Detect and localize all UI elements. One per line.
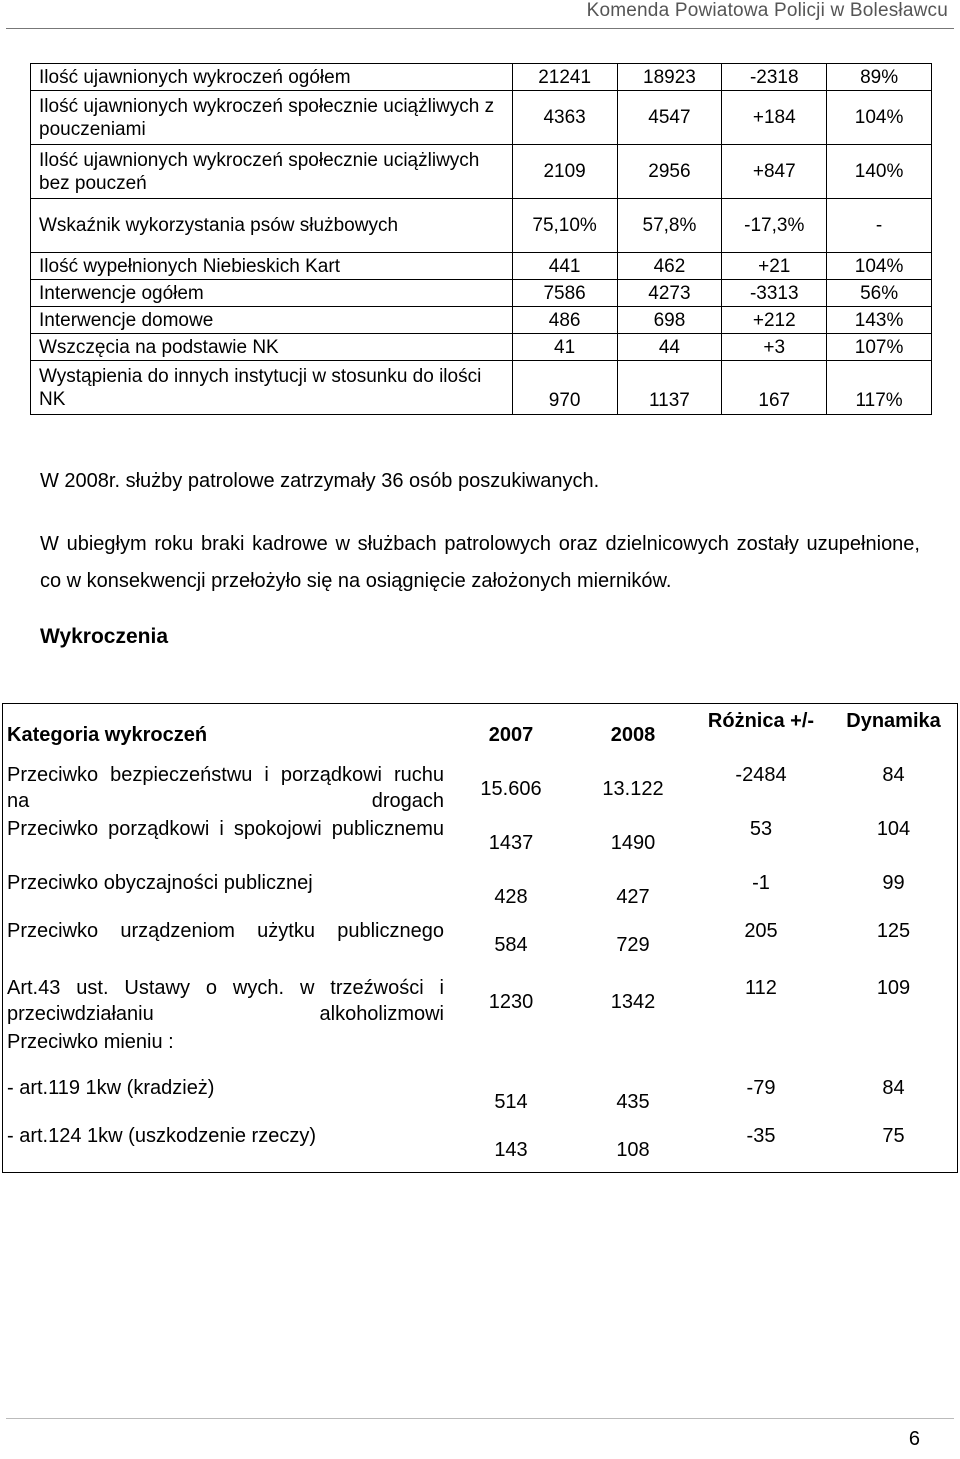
value-2008: 698: [617, 307, 722, 334]
value-2007: 486: [512, 307, 617, 334]
value-2007: 441: [512, 253, 617, 280]
value-dynamics: [830, 1029, 958, 1075]
value-2008: 462: [617, 253, 722, 280]
value-diff: +3: [722, 334, 827, 361]
table-row: [31, 145, 932, 199]
value-diff: +184: [722, 91, 827, 145]
paragraph-detentions: W 2008r. służby patrolowe zatrzymały 36 osób poszukiwanych.: [40, 470, 600, 492]
category-label: Przeciwko urządzeniom użytku publicznego: [7, 919, 444, 942]
table-row: [31, 334, 932, 361]
value-diff: -2318: [722, 64, 827, 91]
value-dynamics: 89%: [827, 64, 932, 91]
value-2008: 108: [616, 1138, 650, 1161]
value-2007: 2109: [512, 145, 617, 199]
value-diff: -17,3%: [722, 199, 827, 253]
table-row: [3, 1123, 958, 1173]
table-row: [3, 975, 958, 1029]
table-row: [31, 253, 932, 280]
table-row: [31, 64, 932, 91]
category-label: - art.124 1kw (uszkodzenie rzeczy): [7, 1124, 317, 1147]
table-row: [3, 870, 958, 918]
row-label: Ilość ujawnionych wykroczeń ogółem: [31, 64, 513, 91]
value-difference: -2484: [735, 763, 787, 786]
value-2008: 13.122: [602, 777, 664, 800]
value-difference: 205: [744, 919, 778, 942]
value-2007: 970: [512, 361, 617, 415]
table-row: [31, 199, 932, 253]
value-2008: 1342: [610, 990, 656, 1013]
value-2007: 7586: [512, 280, 617, 307]
value-difference: -35: [746, 1124, 776, 1147]
value-difference: [692, 1029, 830, 1075]
value-2007: 428: [494, 885, 528, 908]
value-dynamics: 84: [882, 1076, 905, 1099]
value-dynamics: 99: [882, 871, 905, 894]
value-2008: 1137: [617, 361, 722, 415]
value-2007: 1230: [488, 990, 534, 1013]
row-label: Interwencje domowe: [31, 307, 513, 334]
row-label: Ilość ujawnionych wykroczeń społecznie uciążliwych z pouczeniami: [31, 91, 513, 145]
value-2008: 435: [616, 1090, 650, 1113]
row-label: Ilość wypełnionych Niebieskich Kart: [31, 253, 513, 280]
value-2007: 514: [494, 1090, 528, 1113]
row-label: Wskaźnik wykorzystania psów służbowych: [31, 199, 513, 253]
row-label: Ilość ujawnionych wykroczeń społecznie uciążliwych bez pouczeń: [31, 145, 513, 199]
row-label: Interwencje ogółem: [31, 280, 513, 307]
table-row: [31, 307, 932, 334]
value-2007: 584: [494, 933, 528, 956]
value-difference: -79: [746, 1076, 776, 1099]
value-2007: 1437: [488, 831, 534, 854]
value-difference: 53: [749, 817, 773, 840]
category-label: Art.43 ust. Ustawy o wych. w trzeźwości i przeciwdziałaniu alkoholizmowi: [7, 976, 444, 1025]
value-dynamics: -: [827, 199, 932, 253]
value-2007: 143: [494, 1138, 528, 1161]
value-dynamics: 117%: [827, 361, 932, 415]
table-row: [31, 361, 932, 415]
header-2008: 2008: [610, 724, 656, 746]
header-difference: Różnica +/-: [707, 710, 815, 732]
page-number: 6: [908, 1428, 920, 1450]
value-2008: 44: [617, 334, 722, 361]
header-dynamics: Dynamika: [846, 710, 941, 732]
value-2008: 57,8%: [617, 199, 722, 253]
value-2007: 75,10%: [512, 199, 617, 253]
value-diff: -3313: [722, 280, 827, 307]
value-2007: [448, 1029, 574, 1075]
header-divider: [6, 28, 954, 29]
category-label: Przeciwko bezpieczeństwu i porządkowi ruchu na drogach: [7, 763, 444, 812]
category-label: - art.119 1kw (kradzież): [7, 1076, 215, 1099]
value-2007: 41: [512, 334, 617, 361]
value-dynamics: 107%: [827, 334, 932, 361]
value-2008: 427: [616, 885, 650, 908]
table-row: [31, 91, 932, 145]
value-dynamics: 56%: [827, 280, 932, 307]
value-dynamics: 75: [882, 1124, 905, 1147]
offences-table: [2, 703, 958, 1173]
value-dynamics: 104%: [827, 253, 932, 280]
value-dynamics: 109: [876, 976, 911, 999]
table-row: [3, 1075, 958, 1123]
page-header: Komenda Powiatowa Policji w Bolesławcu: [586, 0, 948, 21]
table-header-row: [3, 704, 958, 762]
table-row: [3, 762, 958, 816]
table-row: [3, 918, 958, 975]
category-label: Przeciwko mieniu :: [7, 1030, 174, 1053]
value-dynamics: 125: [876, 919, 911, 942]
footer-divider: [6, 1418, 954, 1419]
value-2007: 4363: [512, 91, 617, 145]
category-label: Przeciwko obyczajności publicznej: [7, 871, 313, 894]
value-dynamics: 84: [882, 763, 905, 786]
table-row: [31, 280, 932, 307]
value-2008: 1490: [610, 831, 656, 854]
value-2008: 729: [616, 933, 650, 956]
header-2007: 2007: [488, 724, 534, 746]
table-row: [3, 816, 958, 870]
value-2008: 4273: [617, 280, 722, 307]
section-heading: Wykroczenia: [40, 625, 168, 648]
value-difference: 112: [745, 976, 777, 999]
value-dynamics: 104%: [827, 91, 932, 145]
value-dynamics: 104: [876, 817, 911, 840]
statistics-table: [30, 63, 932, 415]
value-diff: +212: [722, 307, 827, 334]
value-difference: -1: [752, 871, 770, 894]
category-label: Przeciwko porządkowi i spokojowi publicznemu: [7, 817, 444, 840]
value-2007: 21241: [512, 64, 617, 91]
value-2008: 4547: [617, 91, 722, 145]
value-2007: 15.606: [480, 777, 542, 800]
row-label: Wystąpienia do innych instytucji w stosunku do ilości NK: [31, 361, 513, 415]
value-2008: [574, 1029, 692, 1075]
paragraph-staffing: W ubiegłym roku braki kadrowe w służbach patrolowych oraz dzielnicowych zostały uzupełnione, co w konsekwencji przełożyło się na osiągnięcie założonych mierników.: [40, 533, 920, 592]
value-dynamics: 140%: [827, 145, 932, 199]
table-row: [3, 1029, 958, 1075]
row-label: Wszczęcia na podstawie NK: [31, 334, 513, 361]
value-dynamics: 143%: [827, 307, 932, 334]
value-2008: 18923: [617, 64, 722, 91]
header-category: Kategoria wykroczeń: [7, 724, 208, 746]
value-diff: +21: [722, 253, 827, 280]
value-diff: 167: [722, 361, 827, 415]
value-diff: +847: [722, 145, 827, 199]
value-2008: 2956: [617, 145, 722, 199]
